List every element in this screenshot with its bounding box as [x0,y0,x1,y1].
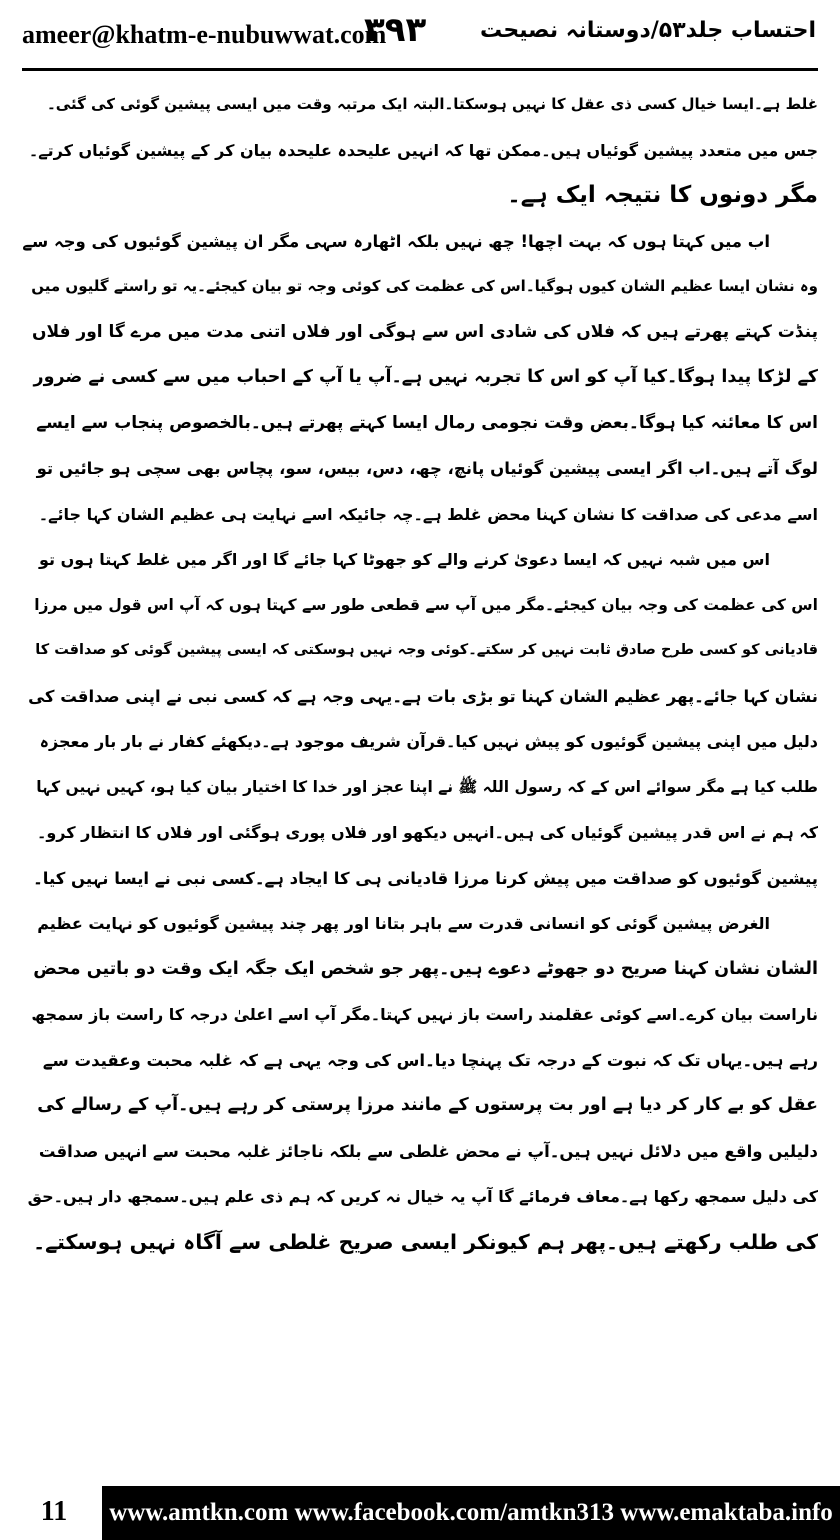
text-line: مگر دونوں کا نتیجہ ایک ہے۔ [507,182,818,208]
text-line: نشان کہا جائے۔پھر عظیم الشان کہنا تو بڑی بات ہے۔یہی وجہ ہے کہ کسی نبی نے اپنی صداقت کی [28,686,818,706]
running-title: احتساب جلد۵۳/دوستانہ نصیحت [480,18,816,43]
page-number: ۳۹۳ [364,10,427,50]
text-line: پیشین گوئیوں کو صداقت میں پیش کرنا مرزا قادیانی ہی کا ایجاد ہے۔کسی نبی نے ایسا نہیں کیا۔ [33,868,818,888]
text-line: رہے ہیں۔یہاں تک کہ نبوت کے درجہ تک پہنچا دیا۔اس کی وجہ یہی ہے کہ غلبہ محبت وعقیدت سے [42,1050,818,1070]
text-line: اسے مدعی کی صداقت کا نشان کہنا محض غلط ہے۔چہ جائیکہ اسے نہایت ہی عظیم الشان کہا جائے۔ [38,504,818,524]
text-line: پنڈت کہتے پھرتے ہیں کہ فلاں کی شادی اس سے ہوگی اور فلاں اتنی مدت میں مرے گا اور فلاں [31,321,818,342]
text-line: غلط ہے۔ایسا خیال کسی ذی عقل کا نہیں ہوسکتا۔البتہ ایک مرتبہ وقت میں ایسی پیشین گوئی کی گئی۔ [46,95,818,113]
text-line: دلیلیں واقع میں دلائل نہیں ہیں۔آپ نے محض غلطی سے بلکہ ناجائز غلبہ محبت سے انہیں صداقت [38,1141,818,1161]
text-line: لوگ آتے ہیں۔اب اگر ایسی پیشین گوئیاں پانچ، چھ، دس، بیس، سو، پچاس بھی سچی ہو جائیں تو [36,459,818,478]
text-line: دلیل میں اپنی پیشین گوئیوں کو پیش نہیں کیا۔قرآن شریف موجود ہے۔دیکھئے کفار نے بار بار معجزہ [39,732,818,751]
text-line: وہ نشان ایسا عظیم الشان کیوں ہوگیا۔اس کی عظمت کی کوئی وجہ تو بیان کیجئے۔یہ تو راستے گلیوں میں [31,277,818,295]
text-line: قادیانی کو کسی طرح صادق ثابت نہیں کر سکتے۔کوئی وجہ نہیں ہوسکتی کہ ایسی پیشین گوئی کو صداقت کا [35,642,818,658]
text-line: ناراست بیان کرے۔اسے کوئی عقلمند راست باز نہیں کہتا۔مگر آپ اسے اعلیٰ درجہ کا راست باز سمجھ [31,1005,818,1024]
text-line: کی دلیل سمجھ رکھا ہے۔معاف فرمائے گا آپ یہ خیال نہ کریں کہ ہم ذی علم ہیں۔سمجھ دار ہیں۔حق [27,1187,818,1206]
header-email: ameer@khatm-e-nubuwwat.com [22,20,387,49]
text-line: جس میں متعدد پیشین گوئیاں ہیں۔ممکن تھا کہ انہیں علیحدہ علیحدہ بیان کر کے پیشین گوئیاں کرتے۔ [28,140,818,160]
text-line: الغرض پیشین گوئی کو انسانی قدرت سے باہر بتانا اور پھر چند پیشین گوئیوں کو نہایت عظیم [37,914,770,933]
text-line: عقل کو بے کار کر دیا ہے اور بت پرستوں کے مانند مرزا پرستی کر رہے ہیں۔آپ کے رسالے کی [37,1095,818,1115]
page-footer [0,1482,840,1540]
page-header [22,8,818,71]
text-line: اب میں کہتا ہوں کہ بہت اچھا! چھ نہیں بلکہ اٹھارہ سہی مگر ان پیشین گوئیوں کی وجہ سے [22,231,770,251]
text-line: اس میں شبہ نہیں کہ ایسا دعویٰ کرنے والے کو جھوٹا کہا جائے گا اور اگر میں غلط کہتا ہوں تو [38,550,770,569]
text-line: کہ ہم نے اس قدر پیشین گوئیاں کی ہیں۔انہیں دیکھو اور فلاں پوری ہوگئی اور فلاں کا انتظار کرو۔ [36,823,818,842]
text-line: اس کی عظمت کی وجہ بیان کیجئے۔مگر میں آپ سے قطعی طور سے کہتا ہوں کہ آپ اس قول میں مرزا [34,595,818,614]
footer-websites: www.amtkn.com www.facebook.com/amtkn313 www.emaktaba.info [102,1486,840,1540]
text-line: الشان نشان کہنا صریح دو جھوٹے دعوے ہیں۔پھر جو شخص ایک جگہ ایک وقت دو باتیں محض [33,958,818,979]
text-line: طلب کیا ہے مگر سوائے اس کے کہ رسول اللہ ﷺ نے اپنا عجز اور خدا کا اختیار بیان کیا ہو، کہیں نہیں کہا [36,777,818,796]
text-line: کی طلب رکھتے ہیں۔پھر ہم کیونکر ایسی صریح غلطی سے آگاہ نہیں ہوسکتے۔ [33,1229,818,1254]
page-body-text [22,82,818,1265]
footer-sheet-number: 11 [40,1496,68,1527]
text-line: کے لڑکا پیدا ہوگا۔کیا آپ کو اس کا تجربہ نہیں ہے۔آپ یا آپ کے احباب میں سے کسی نے ضرور [33,367,818,387]
text-line: اس کا معائنہ کیا ہوگا۔بعض وقت نجومی رمال ایسا کہتے پھرتے ہیں۔بالخصوص پنجاب سے ایسے [36,412,818,433]
